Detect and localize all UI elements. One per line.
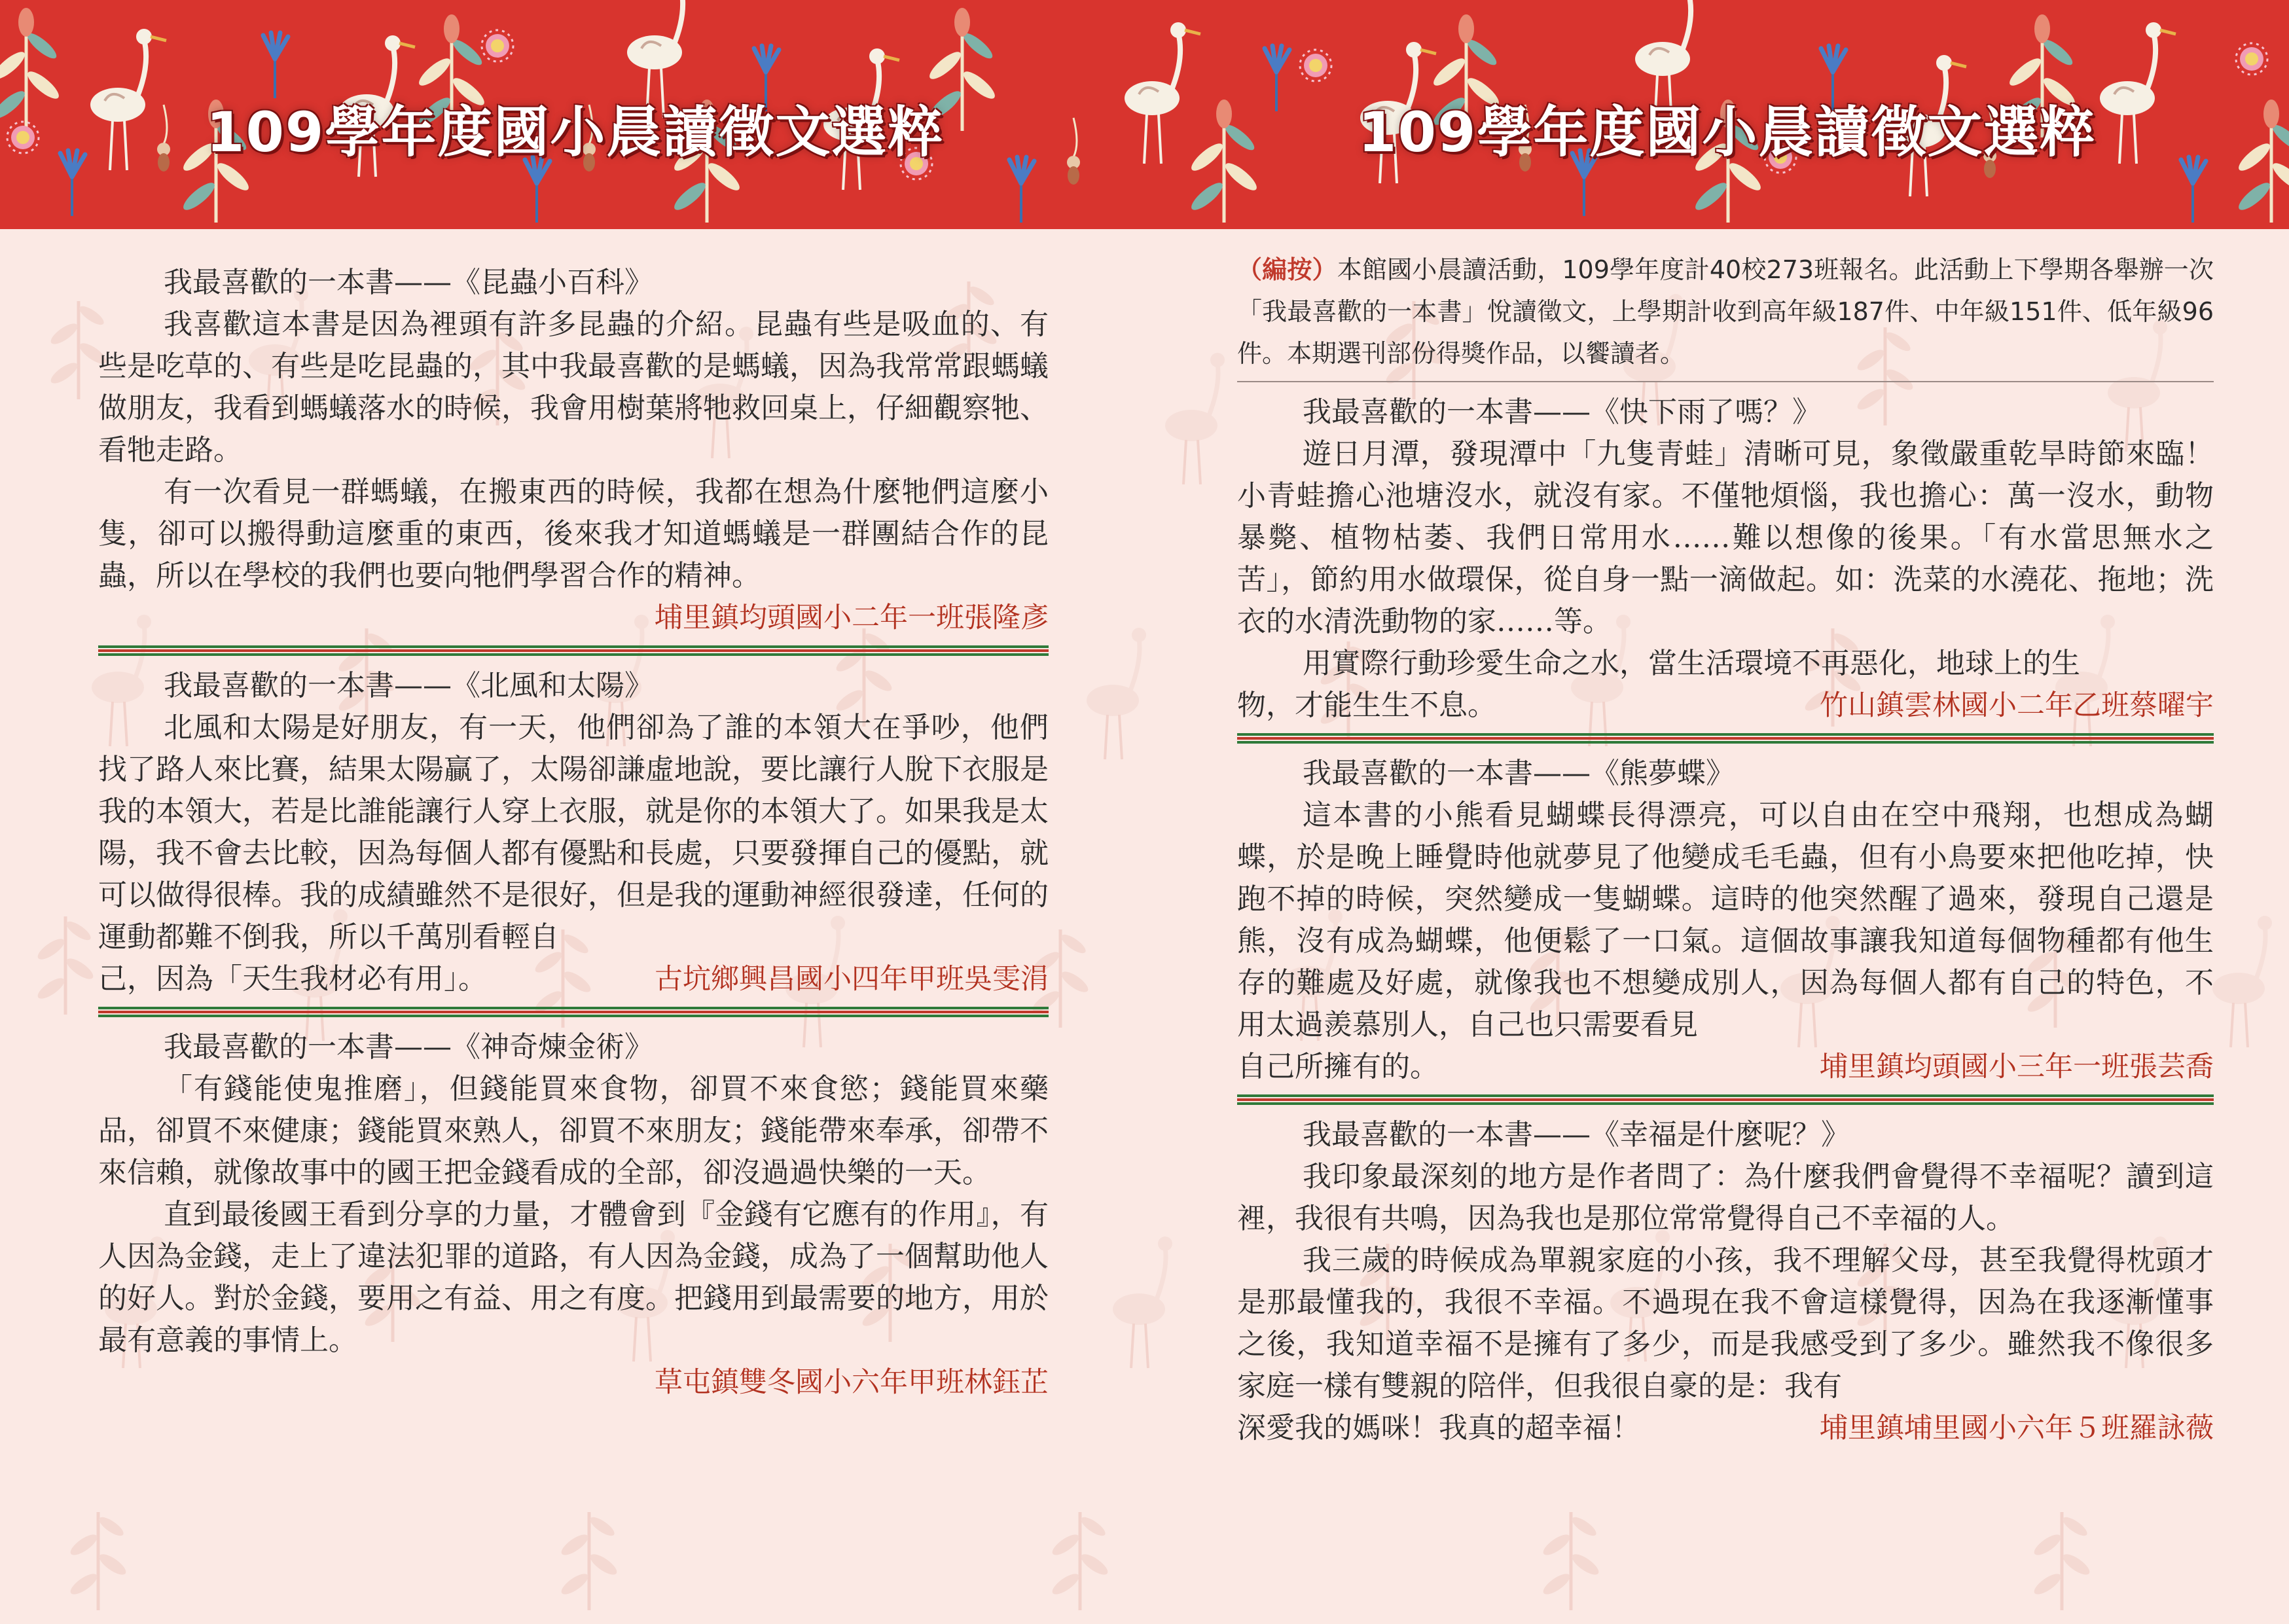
- essay-paragraph: 我喜歡這本書是因為裡頭有許多昆蟲的介紹。昆蟲有些是吸血的、有些是吃草的、有些是吃昆蟲的，其中我最喜歡的是螞蟻，因為我常常跟螞蟻做朋友，我看到螞蟻落水的時候，我會用樹葉將牠救回桌上，仔細觀察牠、看牠走路。: [98, 308, 1049, 467]
- essay-paragraph: 「有錢能使鬼推磨」，但錢能買來食物，卻買不來食慾；錢能買來藥品，卻買不來健康；錢能買來熟人，卻買不來朋友；錢能帶來奉承，卻帶不來信賴，就像故事中的國王把金錢看成的全部，卻沒過過快樂的一天。: [98, 1072, 1049, 1189]
- editor-note-text: 本館國小晨讀活動，109學年度計40校273班報名。此活動上下學期各舉辦一次「我最喜歡的一本書」悅讀徵文，上學期計收到高年級187件、中年級151件、低年級96件。本期選刊部份得獎作品，以饗讀者。: [1237, 255, 2214, 368]
- section-divider: [1237, 1094, 2214, 1105]
- essay-author: 埔里鎮埔里國小六年５班羅詠薇: [1820, 1412, 2214, 1445]
- essay-title: 我最喜歡的一本書——《昆蟲小百科》: [164, 266, 653, 299]
- essay-author: 埔里鎮均頭國小二年一班張隆彥: [655, 602, 1049, 634]
- essay-last-line: [98, 958, 1049, 1000]
- essay-entry: [1237, 1114, 2214, 1449]
- essay-title: 我最喜歡的一本書——《神奇煉金術》: [164, 1030, 653, 1064]
- section-divider: [98, 1007, 1049, 1017]
- essay-paragraph-tail: 己，因為「天生我材必有用」。: [98, 962, 487, 996]
- essay-author: 草屯鎮雙冬國小六年甲班林鈺芷: [655, 1366, 1049, 1399]
- essay-entry: [98, 665, 1049, 1000]
- essay-paragraph-tail: 物，才能生生不息。: [1237, 689, 1496, 722]
- page-title-left: 109學年度國小晨讀徵文選粹: [206, 100, 945, 164]
- right-column: [1237, 249, 2214, 1449]
- essay-paragraph: 有一次看見一群螞蟻，在搬東西的時候，我都在想為什麼牠們這麼小隻，卻可以搬得動這麼重的東西，後來我才知道螞蟻是一群團結合作的昆蟲，所以在學校的我們也要向牠們學習合作的精神。: [98, 475, 1049, 592]
- editor-note-rule: [1237, 381, 2214, 382]
- essay-entry: [98, 262, 1049, 639]
- section-divider: [1237, 733, 2214, 744]
- editor-note: [1237, 249, 2214, 374]
- header-banner: [0, 0, 2289, 229]
- essay-paragraph-tail: 深愛我的媽咪！我真的超幸福！: [1237, 1411, 1640, 1445]
- left-column: [98, 262, 1049, 1403]
- essay-paragraph: 我印象最深刻的地方是作者問了：為什麼我們會覺得不幸福呢？讀到這裡，我很有共鳴，因為我也是那位常常覺得自己不幸福的人。: [1237, 1160, 2214, 1235]
- essay-paragraph: 這本書的小熊看見蝴蝶長得漂亮，可以自由在空中飛翔，也想成為蝴蝶，於是晚上睡覺時他就夢見了他變成毛毛蟲，但有小鳥要來把他吃掉，快跑不掉的時候，突然變成一隻蝴蝶。這時的他突然醒了過來，發現自己還是熊，沒有成為蝴蝶，他便鬆了一口氣。這個故事讓我知道每個物種都有他生存的難處及好處，就像我也不想變成別人，因為每個人都有自己的特色，不用太過羨慕別人，自己也只需要看見: [1237, 799, 2214, 1041]
- essay-paragraph: 用實際行動珍愛生命之水，當生活環境不再惡化，地球上的生: [1303, 647, 2080, 680]
- essay-entry: [98, 1026, 1049, 1403]
- essay-title: 我最喜歡的一本書——《幸福是什麼呢？》: [1303, 1118, 1850, 1151]
- essay-title: 我最喜歡的一本書——《北風和太陽》: [164, 669, 653, 702]
- essay-title: 我最喜歡的一本書——《快下雨了嗎？》: [1303, 395, 1821, 429]
- essay-author: 古坑鄉興昌國小四年甲班吳雯涓: [655, 963, 1049, 996]
- editor-note-label: （編按）: [1237, 255, 1337, 284]
- essay-paragraph: 直到最後國王看到分享的力量，才體會到『金錢有它應有的作用』，有人因為金錢，走上了違法犯罪的道路，有人因為金錢，成為了一個幫助他人的好人。對於金錢，要用之有益、用之有度。把錢用到最需要的地方，用於最有意義的事情上。: [98, 1198, 1049, 1357]
- essay-paragraph: 我三歲的時候成為單親家庭的小孩，我不理解父母，甚至我覺得枕頭才是那最懂我的，我很不幸福。不過現在我不會這樣覺得，因為在我逐漸懂事之後，我知道幸福不是擁有了多少，而是我感受到了多少。雖然我不像很多家庭一樣有雙親的陪伴，但我很自豪的是：我有: [1237, 1244, 2214, 1403]
- page-title-right: 109學年度國小晨讀徵文選粹: [1358, 100, 2097, 164]
- essay-paragraph: 北風和太陽是好朋友，有一天，他們卻為了誰的本領大在爭吵，他們找了路人來比賽，結果太陽贏了，太陽卻謙虛地說，要比讓行人脫下衣服是我的本領大，若是比誰能讓行人穿上衣服，就是你的本領大了。如果我是太陽，我不會去比較，因為每個人都有優點和長處，只要發揮自己的優點，就可以做得很棒。我的成績雖然不是很好，但是我的運動神經很發達，任何的運動都難不倒我，所以千萬別看輕自: [98, 711, 1049, 954]
- essay-paragraph-tail: 自己所擁有的。: [1237, 1050, 1439, 1083]
- essay-last-line: [1237, 685, 2214, 727]
- essay-author: 埔里鎮均頭國小三年一班張芸喬: [1820, 1051, 2214, 1083]
- essay-last-line: [1237, 1046, 2214, 1088]
- essay-paragraph: 遊日月潭，發現潭中「九隻青蛙」清晰可見，象徵嚴重乾旱時節來臨！小青蛙擔心池塘沒水，就沒有家。不僅牠煩惱，我也擔心：萬一沒水，動物暴斃、植物枯萎、我們日常用水……難以想像的後果。「有水當思無水之苦」，節約用水做環保，從自身一點一滴做起。如：洗菜的水澆花、拖地；洗衣的水清洗動物的家……等。: [1237, 437, 2214, 638]
- essay-last-line: [1237, 1407, 2214, 1449]
- section-divider: [98, 645, 1049, 656]
- essay-entry: [1237, 391, 2214, 727]
- essay-author: 竹山鎮雲林國小二年乙班蔡曜宇: [1820, 689, 2214, 722]
- essay-entry: [1237, 753, 2214, 1088]
- essay-title: 我最喜歡的一本書——《熊夢蝶》: [1303, 757, 1735, 790]
